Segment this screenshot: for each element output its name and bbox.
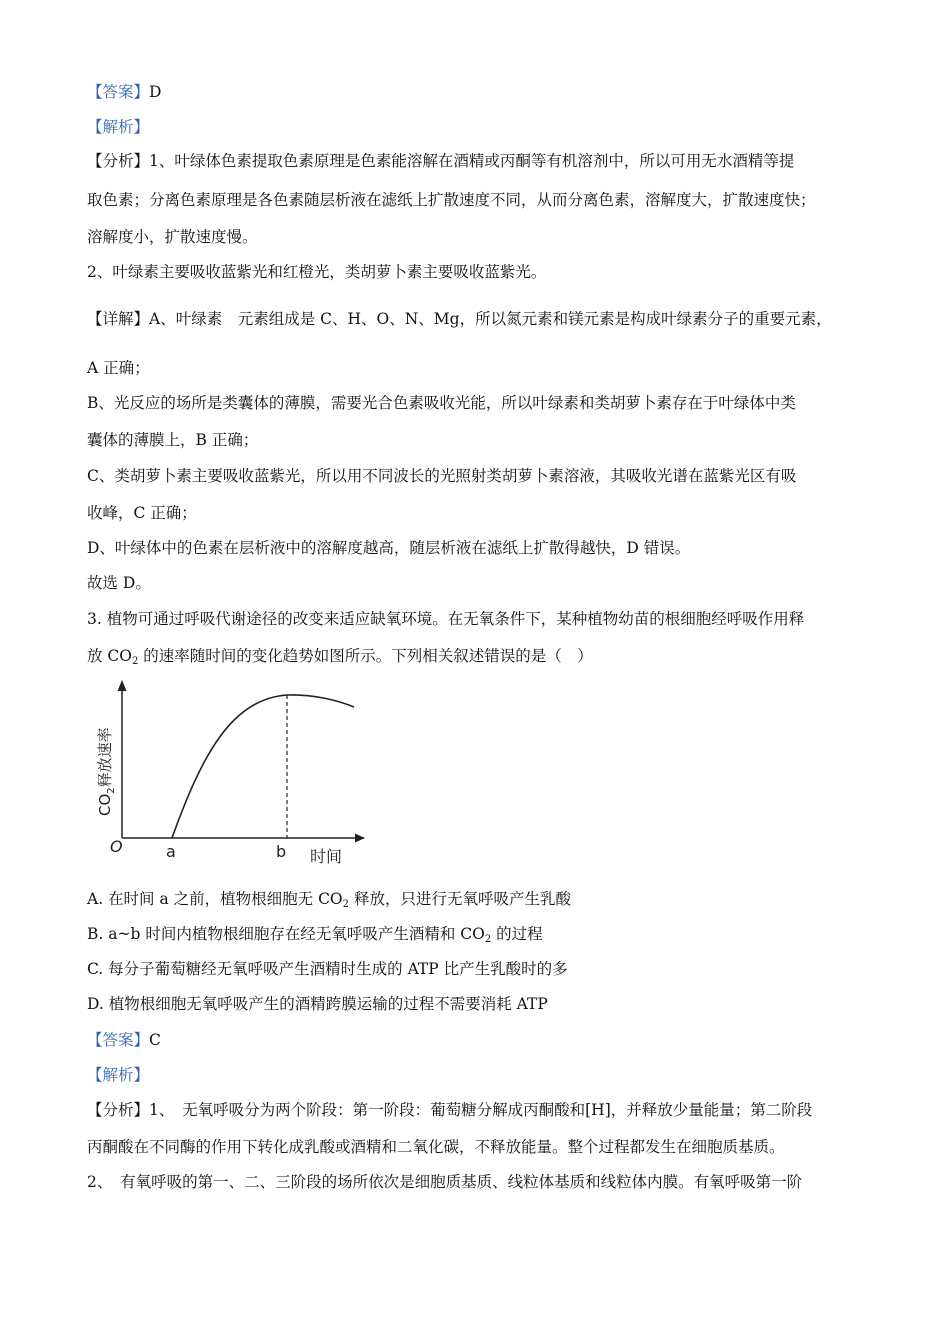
analysis-2-line-1 — [87, 1100, 812, 1120]
answer-2-tag: 【答案】 — [87, 1031, 150, 1049]
analysis-line-2: 取色素；分离色素原理是各色素随层析液在滤纸上扩散速度不同，从而分离色素，溶解度大，扩散速度快； — [87, 191, 816, 209]
question-3-line-2 — [87, 646, 593, 666]
answer-2-line — [87, 1030, 161, 1050]
x-axis-arrow — [355, 834, 365, 843]
option-c: C. 每分子葡萄糖经无氧呼吸产生酒精时生成的 ATP 比产生乳酸时的多 — [87, 960, 568, 978]
y-label-co: CO — [96, 793, 114, 816]
option-b — [87, 924, 543, 944]
option-d: D. 植物根细胞无氧呼吸产生的酒精跨膜运输的过程不需要消耗 ATP — [87, 995, 548, 1013]
detail-line-4: 囊体的薄膜上，B 正确； — [87, 431, 259, 449]
analysis-line-4: 2、叶绿素主要吸收蓝紫光和红橙光，类胡萝卜素主要吸收蓝紫光。 — [87, 263, 547, 281]
xiangjie-tag: 【详解】 — [87, 310, 150, 328]
detail-line-5: C、类胡萝卜素主要吸收蓝紫光，所以用不同波长的光照射类胡萝卜素溶液，其吸收光谱在蓝紫光区有吸 — [87, 467, 797, 485]
detail-line-2: A 正确； — [87, 359, 150, 377]
answer-2-value: C — [149, 1031, 161, 1049]
xiangjie-text: A、叶绿素 元素组成是 C、H、O、N、Mg，所以氮元素和镁元素是构成叶绿素分子的重要元素， — [149, 310, 832, 328]
fenxi-2-tag: 【分析】 — [87, 1101, 150, 1119]
q3-subscript: 2 — [132, 656, 139, 667]
option-b-text-1: B. a~b 时间内植物根细胞存在经无氧呼吸产生酒精和 CO — [87, 925, 485, 943]
option-a — [87, 889, 571, 909]
co2-release-rate-figure — [92, 674, 372, 874]
x-axis-label: 时间 — [310, 847, 343, 866]
q3-text-b: 的速率随时间的变化趋势如图所示。下列相关叙述错误的是（ ） — [138, 647, 593, 665]
q3-text-a: 放 CO — [87, 647, 132, 665]
tick-b-label: b — [276, 842, 287, 861]
analysis-line-1 — [87, 151, 794, 171]
fenxi-2-text: 1、 无氧呼吸分为两个阶段：第一阶段：葡萄糖分解成丙酮酸和[H]，并释放少量能量；第二阶段 — [149, 1101, 813, 1119]
option-b-text-2: 的过程 — [491, 925, 543, 943]
detail-line-7: D、叶绿体中的色素在层析液中的溶解度越高，随层析液在滤纸上扩散得越快，D 错误。 — [87, 539, 691, 557]
y-axis-arrow — [118, 680, 127, 691]
fenxi-text: 1、叶绿体色素提取色素原理是色素能溶解在酒精或丙酮等有机溶剂中，所以可用无水酒精等提 — [149, 152, 795, 170]
conclusion-line: 故选 D。 — [87, 574, 151, 592]
option-b-subscript: 2 — [484, 934, 492, 945]
analysis-2-line-3: 2、 有氧呼吸的第一、二、三阶段的场所依次是细胞质基质、线粒体基质和线粒体内膜。有氧呼吸第一阶 — [87, 1173, 803, 1191]
option-a-subscript: 2 — [342, 899, 350, 910]
fenxi-tag: 【分析】 — [87, 152, 150, 170]
option-a-text-2: 释放，只进行无氧呼吸产生乳酸 — [349, 890, 571, 908]
rate-curve — [172, 695, 354, 838]
option-a-text-1: A. 在时间 a 之前，植物根细胞无 CO — [87, 890, 343, 908]
question-3-line-1: 3. 植物可通过呼吸代谢途径的改变来适应缺氧环境。在无氧条件下，某种植物幼苗的根细胞经呼吸作用释 — [87, 610, 805, 628]
origin-label: O — [110, 837, 123, 856]
analysis-line-3: 溶解度小，扩散速度慢。 — [87, 228, 258, 246]
y-axis-label — [96, 727, 117, 816]
tick-a-label: a — [166, 842, 176, 861]
y-label-sub: 2 — [106, 787, 117, 794]
detail-line-1 — [87, 309, 832, 329]
detail-line-3: B、光反应的场所是类囊体的薄膜，需要光合色素吸收光能，所以叶绿素和类胡萝卜素存在于叶绿体中类 — [87, 394, 796, 412]
analysis-tag: 【解析】 — [87, 118, 150, 136]
analysis-2-line-2: 丙酮酸在不同酶的作用下转化成乳酸或酒精和二氧化碳，不释放能量。整个过程都发生在细胞质基质。 — [87, 1138, 785, 1156]
answer-value: D — [149, 83, 162, 101]
answer-line — [87, 82, 161, 102]
detail-line-6: 收峰，C 正确； — [87, 504, 197, 522]
y-label-rest: 释放速率 — [96, 727, 114, 788]
analysis-2-tag: 【解析】 — [87, 1066, 150, 1084]
answer-tag: 【答案】 — [87, 83, 150, 101]
